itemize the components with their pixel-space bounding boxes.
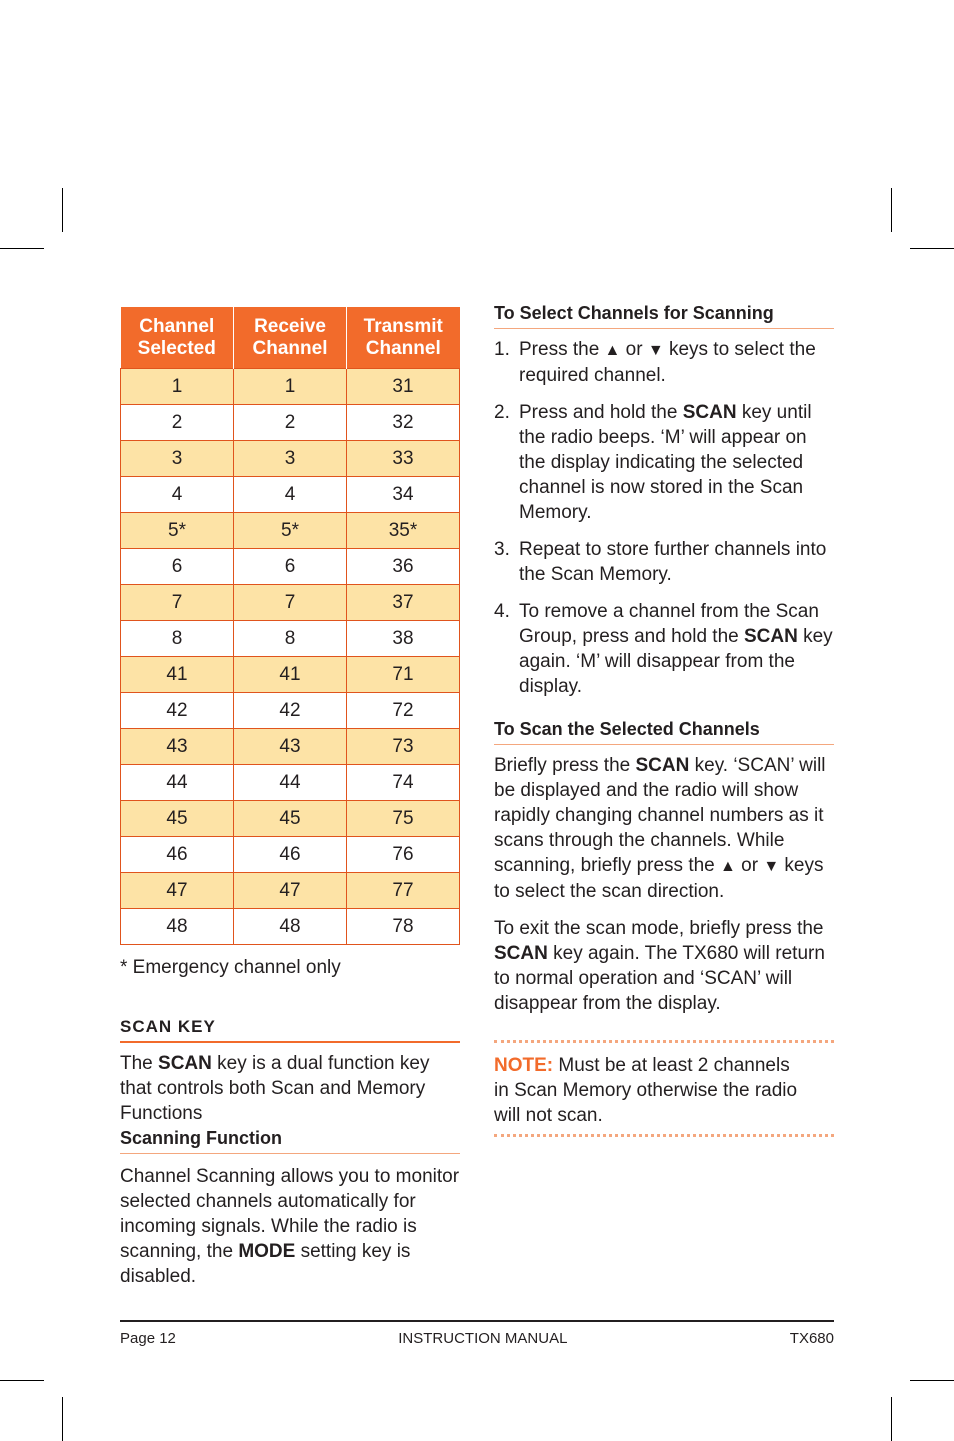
step-number: 4. (494, 601, 510, 622)
step-text (519, 337, 834, 388)
header-receive-channel: Receive Channel (234, 307, 347, 369)
text: or (620, 339, 648, 360)
right-column (494, 303, 834, 1137)
text: The (120, 1053, 159, 1074)
table-row (121, 729, 460, 765)
bold-key: SCAN (494, 943, 548, 964)
note-label: NOTE: (494, 1055, 554, 1076)
table-row (121, 657, 460, 693)
table-cell: 44 (234, 765, 347, 801)
step-number: 2. (494, 402, 510, 423)
table-cell: 41 (234, 657, 347, 693)
step-number: 3. (494, 539, 510, 560)
channel-table (120, 307, 460, 945)
table-cell: 36 (347, 549, 460, 585)
table-cell: 34 (347, 477, 460, 513)
list-item (494, 337, 834, 388)
header-transmit-channel: Transmit Channel (347, 307, 460, 369)
crop-mark (0, 1380, 44, 1381)
table-cell: 3 (234, 441, 347, 477)
table-cell: 44 (121, 765, 234, 801)
table-row (121, 513, 460, 549)
subhead-scan-selected: To Scan the Selected Channels (494, 719, 834, 745)
crop-mark (62, 188, 63, 232)
table-cell: 6 (121, 549, 234, 585)
table-cell: 71 (347, 657, 460, 693)
subhead-scanning-function: Scanning Function (120, 1128, 460, 1154)
text: key again. ‘M’ will disappear from the display. (519, 626, 833, 697)
subhead-select-channels: To Select Channels for Scanning (494, 303, 834, 329)
step-text: Repeat to store further channels into the Scan Memory. (519, 539, 827, 585)
select-steps (494, 337, 834, 699)
crop-mark (891, 188, 892, 232)
table-cell: 33 (347, 441, 460, 477)
text: key again. The TX680 will return to normal operation and ‘SCAN’ will disappear from the display. (494, 943, 825, 1014)
table-cell: 48 (234, 909, 347, 945)
text: or (735, 855, 764, 876)
header-channel-selected: Channel Selected (121, 307, 234, 369)
table-cell: 42 (121, 693, 234, 729)
table-cell: 7 (234, 585, 347, 621)
bold-key: SCAN (635, 755, 690, 776)
table-cell: 37 (347, 585, 460, 621)
note-box (494, 1053, 834, 1128)
table-cell: 4 (234, 477, 347, 513)
table-row (121, 369, 460, 405)
table-row (121, 477, 460, 513)
down-arrow-icon: ▼ (647, 342, 664, 359)
bold-key: SCAN (158, 1053, 212, 1074)
section-title-scan-key: SCAN KEY (120, 1017, 460, 1043)
list-item (494, 537, 834, 587)
table-cell: 32 (347, 405, 460, 441)
bold-key: SCAN (682, 402, 737, 423)
text: key until the radio beeps. ‘M’ will appear on the display indicating the selected channel is now stored in the Scan Memory. (519, 402, 812, 523)
list-item (494, 400, 834, 525)
table-cell: 5* (121, 513, 234, 549)
scan-selected-text-2 (494, 916, 834, 1016)
text: Channel Scanning allows you to monitor selected channels automatically for incoming signals. While the radio is scanning, the (120, 1166, 460, 1262)
crop-mark (891, 1397, 892, 1441)
left-column (120, 307, 460, 1289)
table-row (121, 837, 460, 873)
table-cell: 72 (347, 693, 460, 729)
table-cell: 47 (234, 873, 347, 909)
text: Briefly press the (494, 755, 636, 776)
table-row (121, 909, 460, 945)
table-cell: 46 (121, 837, 234, 873)
table-cell: 47 (121, 873, 234, 909)
table-cell: 31 (347, 369, 460, 405)
table-cell: 1 (234, 369, 347, 405)
table-row (121, 441, 460, 477)
text: To remove a channel from the Scan Group, press and hold the (519, 601, 819, 647)
table-row (121, 765, 460, 801)
footer-title: INSTRUCTION MANUAL (398, 1330, 568, 1347)
footer-model: TX680 (789, 1330, 834, 1347)
bold-key: SCAN (743, 626, 798, 647)
table-cell: 43 (234, 729, 347, 765)
up-arrow-icon: ▲ (720, 858, 736, 875)
table-cell: 4 (121, 477, 234, 513)
step-text (519, 400, 834, 525)
table-cell: 74 (347, 765, 460, 801)
crop-mark (910, 1380, 954, 1381)
text: Press the (519, 339, 605, 360)
table-cell: 75 (347, 801, 460, 837)
down-arrow-icon: ▼ (763, 858, 780, 875)
table-cell: 43 (121, 729, 234, 765)
table-cell: 38 (347, 621, 460, 657)
bold-key: MODE (238, 1241, 296, 1262)
note-divider-bottom (494, 1134, 834, 1137)
table-row (121, 873, 460, 909)
table-cell: 48 (121, 909, 234, 945)
page-footer (120, 1320, 834, 1347)
table-row (121, 621, 460, 657)
table-cell: 8 (234, 621, 347, 657)
table-body (121, 369, 460, 945)
scan-selected-text-1 (494, 753, 834, 904)
table-cell: 42 (234, 693, 347, 729)
table-cell: 73 (347, 729, 460, 765)
scan-key-intro (120, 1051, 460, 1126)
step-number: 1. (494, 339, 510, 360)
table-cell: 3 (121, 441, 234, 477)
text: keys to select the required channel. (519, 339, 816, 386)
crop-mark (62, 1397, 63, 1441)
table-row (121, 549, 460, 585)
table-cell: 35* (347, 513, 460, 549)
text: To exit the scan mode, briefly press the (494, 918, 824, 939)
text: setting key is disabled. (120, 1241, 411, 1287)
scanning-function-text (120, 1164, 460, 1289)
page-number: Page 12 (120, 1330, 176, 1347)
crop-mark (0, 248, 44, 249)
table-row (121, 585, 460, 621)
text: key. ‘SCAN’ will be displayed and the radio will show rapidly changing channel numbers as it scans through the channels. While scanning, briefly press the (494, 755, 826, 876)
text: keys to select the scan direction. (494, 855, 824, 902)
note-text: Must be at least 2 channels in Scan Memory otherwise the radio will not scan. (494, 1055, 798, 1126)
text: key is a dual function key that controls both Scan and Memory Functions (120, 1053, 430, 1124)
table-row (121, 405, 460, 441)
table-cell: 77 (347, 873, 460, 909)
table-header-row (121, 307, 460, 369)
table-cell: 78 (347, 909, 460, 945)
table-cell: 45 (121, 801, 234, 837)
table-cell: 1 (121, 369, 234, 405)
table-cell: 41 (121, 657, 234, 693)
table-cell: 2 (234, 405, 347, 441)
table-cell: 6 (234, 549, 347, 585)
up-arrow-icon: ▲ (604, 342, 621, 359)
table-footnote: * Emergency channel only (120, 957, 341, 978)
table-cell: 45 (234, 801, 347, 837)
table-cell: 46 (234, 837, 347, 873)
table-cell: 2 (121, 405, 234, 441)
table-row (121, 801, 460, 837)
table-cell: 7 (121, 585, 234, 621)
crop-mark (910, 248, 954, 249)
text: Press and hold the (519, 402, 683, 423)
table-cell: 5* (234, 513, 347, 549)
table-cell: 8 (121, 621, 234, 657)
table-cell: 76 (347, 837, 460, 873)
list-item (494, 599, 834, 699)
note-divider-top (494, 1040, 834, 1043)
table-row (121, 693, 460, 729)
step-text (519, 599, 834, 699)
